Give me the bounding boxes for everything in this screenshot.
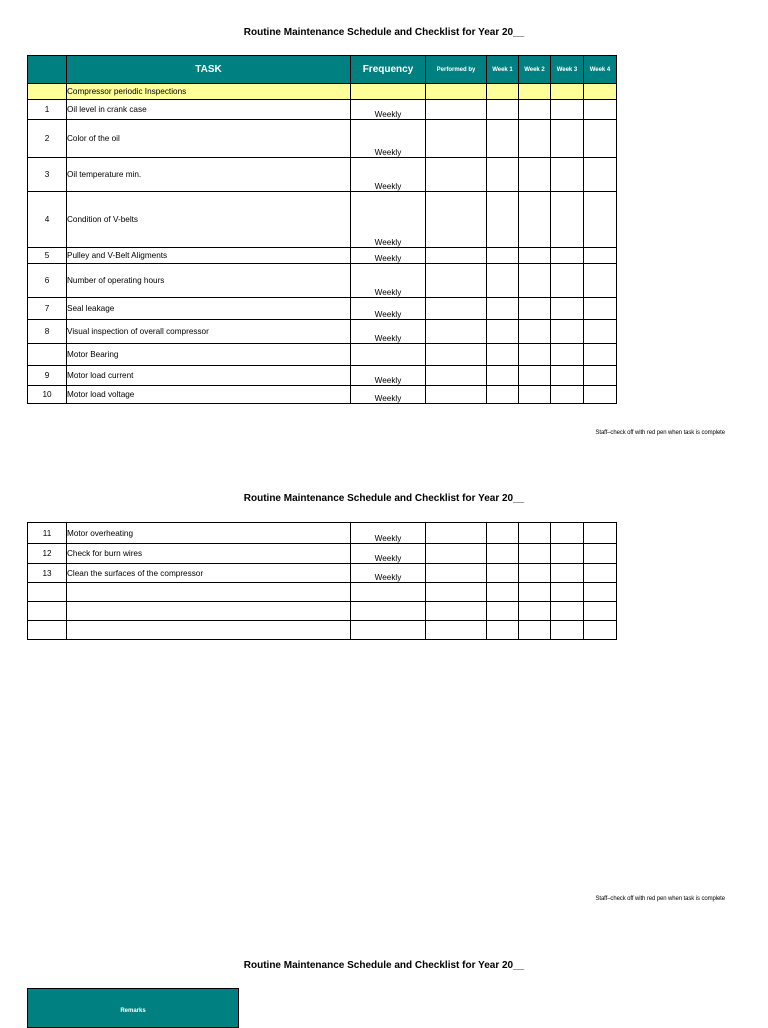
- row-performed-by: [426, 621, 487, 640]
- row-week-3: [551, 298, 584, 320]
- row-week-2: [519, 320, 551, 344]
- row-frequency: Weekly: [351, 366, 426, 386]
- row-task: Seal leakage: [67, 298, 351, 320]
- table-row: [28, 100, 617, 120]
- row-task: [67, 621, 351, 640]
- row-week-1: [487, 344, 519, 366]
- table-row: [28, 84, 617, 100]
- row-week-2: [519, 120, 551, 158]
- row-week-4: [584, 100, 617, 120]
- row-week-2: [519, 192, 551, 248]
- row-week-4: [584, 84, 617, 100]
- page-title-3: Routine Maintenance Schedule and Checklist for Year 20__: [243, 960, 525, 971]
- row-performed-by: [426, 158, 487, 192]
- row-week-2: [519, 523, 551, 544]
- row-week-2: [519, 366, 551, 386]
- row-week-4: [584, 192, 617, 248]
- header-number: [28, 56, 67, 84]
- table-row: [28, 192, 617, 248]
- header-week-2: Week 2: [519, 56, 551, 84]
- row-week-1: [487, 366, 519, 386]
- table-row: [28, 583, 617, 602]
- row-week-1: [487, 120, 519, 158]
- row-frequency: Weekly: [351, 192, 426, 248]
- row-week-2: [519, 84, 551, 100]
- row-frequency: Weekly: [351, 298, 426, 320]
- row-week-3: [551, 120, 584, 158]
- maintenance-table-1: [27, 55, 617, 404]
- row-performed-by: [426, 84, 487, 100]
- row-week-1: [487, 621, 519, 640]
- row-week-1: [487, 248, 519, 264]
- row-week-3: [551, 583, 584, 602]
- row-frequency: Weekly: [351, 248, 426, 264]
- row-task: Compressor periodic Inspections: [67, 84, 351, 100]
- row-frequency: [351, 621, 426, 640]
- row-week-1: [487, 320, 519, 344]
- row-number: 3: [28, 158, 67, 192]
- row-week-4: [584, 544, 617, 564]
- row-week-4: [584, 264, 617, 298]
- row-week-4: [584, 523, 617, 544]
- row-week-2: [519, 544, 551, 564]
- row-task: Color of the oil: [67, 120, 351, 158]
- row-week-4: [584, 583, 617, 602]
- row-week-4: [584, 120, 617, 158]
- row-week-2: [519, 602, 551, 621]
- row-task: Number of operating hours: [67, 264, 351, 298]
- row-week-4: [584, 366, 617, 386]
- header-week-3: Week 3: [551, 56, 584, 84]
- maintenance-table-2: [27, 522, 617, 640]
- row-frequency: Weekly: [351, 120, 426, 158]
- staff-note-1: Staff–check off with red pen when task is complete: [595, 430, 725, 436]
- table-row: [28, 298, 617, 320]
- table-row: [28, 523, 617, 544]
- row-number: [28, 583, 67, 602]
- row-task: [67, 602, 351, 621]
- row-week-2: [519, 298, 551, 320]
- row-week-3: [551, 264, 584, 298]
- row-performed-by: [426, 192, 487, 248]
- row-frequency: Weekly: [351, 264, 426, 298]
- row-number: 2: [28, 120, 67, 158]
- row-performed-by: [426, 344, 487, 366]
- row-week-3: [551, 386, 584, 404]
- row-week-3: [551, 544, 584, 564]
- row-week-2: [519, 564, 551, 583]
- row-frequency: Weekly: [351, 386, 426, 404]
- row-number: 6: [28, 264, 67, 298]
- table-row: [28, 344, 617, 366]
- row-week-1: [487, 602, 519, 621]
- header-performed-by: Performed by: [426, 56, 487, 84]
- row-number: [28, 602, 67, 621]
- row-number: 1: [28, 100, 67, 120]
- row-task: Motor load voltage: [67, 386, 351, 404]
- row-task: Clean the surfaces of the compressor: [67, 564, 351, 583]
- row-week-3: [551, 564, 584, 583]
- table-row: [28, 158, 617, 192]
- row-task: Condition of V-belts: [67, 192, 351, 248]
- header-week-4: Week 4: [584, 56, 617, 84]
- row-week-3: [551, 523, 584, 544]
- row-number: 11: [28, 523, 67, 544]
- row-week-2: [519, 248, 551, 264]
- row-week-3: [551, 344, 584, 366]
- row-frequency: [351, 344, 426, 366]
- row-task: Check for burn wires: [67, 544, 351, 564]
- row-week-3: [551, 100, 584, 120]
- table-row: [28, 320, 617, 344]
- row-performed-by: [426, 602, 487, 621]
- row-week-1: [487, 84, 519, 100]
- row-week-1: [487, 583, 519, 602]
- row-number: 9: [28, 366, 67, 386]
- row-week-3: [551, 366, 584, 386]
- row-task: Visual inspection of overall compressor: [67, 320, 351, 344]
- row-week-4: [584, 320, 617, 344]
- row-week-3: [551, 158, 584, 192]
- row-frequency: [351, 84, 426, 100]
- table-row: [28, 602, 617, 621]
- row-week-3: [551, 84, 584, 100]
- row-number: 4: [28, 192, 67, 248]
- row-week-3: [551, 320, 584, 344]
- row-performed-by: [426, 523, 487, 544]
- table-row: [28, 366, 617, 386]
- row-performed-by: [426, 248, 487, 264]
- row-number: 10: [28, 386, 67, 404]
- row-week-2: [519, 264, 551, 298]
- row-task: Oil temperature min.: [67, 158, 351, 192]
- row-performed-by: [426, 320, 487, 344]
- table-row: [28, 621, 617, 640]
- row-frequency: Weekly: [351, 564, 426, 583]
- row-performed-by: [426, 100, 487, 120]
- row-number: 5: [28, 248, 67, 264]
- row-number: [28, 621, 67, 640]
- row-performed-by: [426, 264, 487, 298]
- row-week-4: [584, 386, 617, 404]
- row-performed-by: [426, 544, 487, 564]
- table-row: [28, 120, 617, 158]
- row-week-1: [487, 100, 519, 120]
- row-week-4: [584, 158, 617, 192]
- row-performed-by: [426, 386, 487, 404]
- page-title-2: Routine Maintenance Schedule and Checklist for Year 20__: [243, 493, 525, 504]
- row-week-1: [487, 386, 519, 404]
- table-row: [28, 386, 617, 404]
- row-performed-by: [426, 366, 487, 386]
- row-number: [28, 344, 67, 366]
- row-week-2: [519, 100, 551, 120]
- row-number: 7: [28, 298, 67, 320]
- row-task: Motor load current: [67, 366, 351, 386]
- row-performed-by: [426, 564, 487, 583]
- row-week-3: [551, 602, 584, 621]
- row-task: Pulley and V-Belt Aligments: [67, 248, 351, 264]
- row-frequency: Weekly: [351, 320, 426, 344]
- page-title-1: Routine Maintenance Schedule and Checklist for Year 20__: [243, 27, 525, 38]
- row-week-2: [519, 583, 551, 602]
- row-task: [67, 583, 351, 602]
- row-week-3: [551, 192, 584, 248]
- row-week-2: [519, 158, 551, 192]
- table-row: [28, 544, 617, 564]
- row-week-1: [487, 523, 519, 544]
- row-week-1: [487, 264, 519, 298]
- row-week-1: [487, 192, 519, 248]
- table-row: [28, 264, 617, 298]
- row-week-3: [551, 248, 584, 264]
- header-frequency: Frequency: [351, 56, 426, 84]
- row-performed-by: [426, 298, 487, 320]
- row-week-2: [519, 621, 551, 640]
- row-week-1: [487, 544, 519, 564]
- row-task: Motor Bearing: [67, 344, 351, 366]
- row-frequency: [351, 583, 426, 602]
- row-week-3: [551, 621, 584, 640]
- row-performed-by: [426, 120, 487, 158]
- row-frequency: Weekly: [351, 158, 426, 192]
- row-frequency: [351, 602, 426, 621]
- row-task: Oil level in crank case: [67, 100, 351, 120]
- row-number: 8: [28, 320, 67, 344]
- remarks-header: Remarks: [27, 988, 239, 1028]
- header-task: TASK: [67, 56, 351, 84]
- row-performed-by: [426, 583, 487, 602]
- row-number: 12: [28, 544, 67, 564]
- header-week-1: Week 1: [487, 56, 519, 84]
- table-row: [28, 564, 617, 583]
- table-row: [28, 248, 617, 264]
- staff-note-2: Staff–check off with red pen when task is complete: [595, 896, 725, 902]
- row-frequency: Weekly: [351, 523, 426, 544]
- row-number: 13: [28, 564, 67, 583]
- row-number: [28, 84, 67, 100]
- row-week-4: [584, 621, 617, 640]
- row-week-2: [519, 344, 551, 366]
- row-week-4: [584, 602, 617, 621]
- row-week-4: [584, 344, 617, 366]
- row-week-4: [584, 298, 617, 320]
- row-week-1: [487, 564, 519, 583]
- row-week-4: [584, 564, 617, 583]
- row-week-1: [487, 298, 519, 320]
- row-frequency: Weekly: [351, 100, 426, 120]
- row-week-2: [519, 386, 551, 404]
- row-task: Motor overheating: [67, 523, 351, 544]
- row-week-1: [487, 158, 519, 192]
- row-frequency: Weekly: [351, 544, 426, 564]
- row-week-4: [584, 248, 617, 264]
